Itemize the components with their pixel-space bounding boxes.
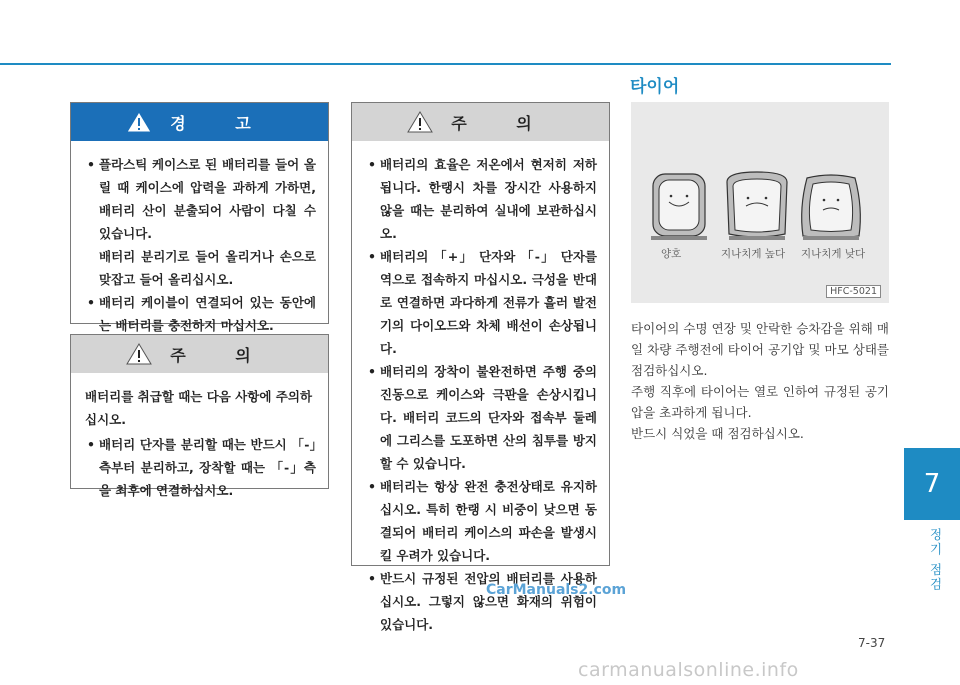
tire-label-normal: 양호: [661, 248, 682, 260]
top-rule: [0, 63, 891, 65]
tire-paragraph: 반드시 식었을 때 점검하십시오.: [631, 426, 804, 441]
tire-illustration: [631, 102, 889, 303]
tire-label-low: 지나치게 낮다: [801, 248, 866, 260]
tire-paragraph: 타이어의 수명 연장 및 안락한 승차감을 위해 매일 차량 주행전에 타이어 공기압 및 마모 상태를 점검하십시오.: [631, 321, 889, 378]
page-number: 7-37: [858, 636, 886, 650]
figure-code: HFC-5021: [826, 285, 881, 298]
caution-box-left: [70, 334, 329, 498]
caution-body-middle: [352, 141, 609, 644]
warning-item-subtext: 배터리 분리기로 들어 올리거나 손으로 맞잡고 들어 올리십시오.: [99, 249, 316, 287]
caution-item: • 배터리의 장착이 불완전하면 주행 중의 진동으로 케이스와 극판을 손상시킵니다. 배터리 코드의 단자와 접속부 둘레에 그리스를 도포하면 산의 침투를 방지할 수 있습니다.: [366, 360, 597, 475]
caution-header-text-left: 주 의: [170, 345, 273, 365]
warning-header: [71, 103, 328, 141]
caution-triangle-icon: [407, 111, 433, 133]
caution-item: • 배터리의 효율은 저온에서 현저히 저하됩니다. 한랭시 차를 장시간 사용하지 않을 때는 분리하여 실내에 보관하십시오.: [366, 153, 597, 245]
tire-section-title: 타이어: [630, 77, 680, 97]
warning-item: • 배터리 케이블이 연결되어 있는 동안에는 배터리를 충전하지 마십시오.: [85, 291, 316, 337]
tire-overinflated-icon: [727, 172, 787, 240]
tire-paragraph: 주행 직후에 타이어는 열로 인하여 규정된 공기압을 초과하게 됩니다.: [631, 384, 889, 420]
warning-body: [71, 141, 328, 345]
caution-body-left: [71, 373, 328, 510]
warning-item-text: 플라스틱 케이스로 된 배터리를 들어 올릴 때 케이스에 압력을 과하게 가하면, 배터리 산이 분출되어 사람이 다칠 수 있습니다.: [99, 157, 316, 241]
tire-normal-icon: [651, 174, 707, 240]
caution-item: • 배터리의 「+」 단자와 「-」 단자를 역으로 접속하지 마십시오. 극성을 반대로 연결하면 과다하게 전류가 흘러 발전기의 다이오드와 차체 배선이 손상됩니다.: [366, 245, 597, 360]
tire-figure: [631, 102, 889, 303]
caution-header-middle: [352, 103, 609, 141]
warning-header-text: 경 고: [170, 113, 273, 133]
caution-item: • 배터리 단자를 분리할 때는 반드시 「-」측부터 분리하고, 장착할 때는 「-」측을 최후에 연결하십시오.: [85, 433, 316, 502]
watermark-carmanualsonline: carmanualsonline.info: [578, 659, 799, 681]
caution-item: • 반드시 규정된 전압의 배터리를 사용하십시오. 그렇지 않으면 화재의 위험이 있습니다.: [366, 567, 597, 636]
caution-item: • 배터리는 항상 완전 충전상태로 유지하십시오. 특히 한랭 시 비중이 낮으면 동결되어 배터리 케이스의 파손을 발생시킬 우려가 있습니다.: [366, 475, 597, 567]
chapter-tab: 7: [904, 448, 960, 520]
chapter-name: 정기 점검: [928, 528, 943, 592]
caution-header-left: [71, 335, 328, 373]
warning-box: [70, 102, 329, 333]
caution-header-text-middle: 주 의: [451, 113, 554, 133]
tire-label-high: 지나치게 높다: [721, 248, 786, 260]
caution-triangle-icon: [126, 343, 152, 365]
watermark-carmanuals2: CarManuals2.com: [486, 582, 627, 598]
tire-description: [631, 318, 889, 444]
warning-triangle-icon: [126, 111, 152, 133]
caution-intro: 배터리를 취급할 때는 다음 사항에 주의하십시오.: [85, 389, 313, 427]
tire-underinflated-icon: [802, 175, 861, 240]
warning-item: [85, 153, 316, 291]
